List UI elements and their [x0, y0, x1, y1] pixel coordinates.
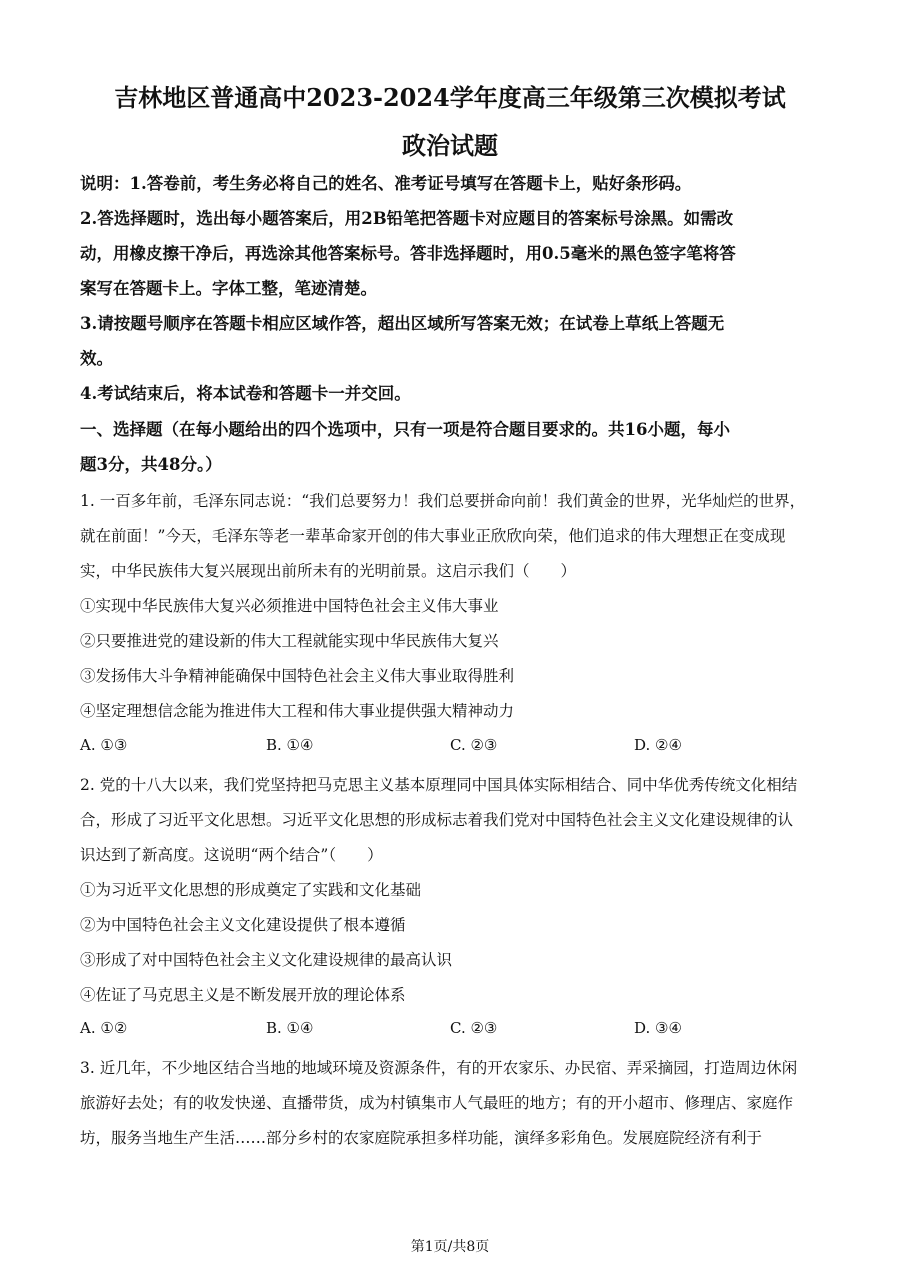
question-2-item: ③形成了对中国特色社会主义文化建设规律的最高认识	[80, 951, 453, 969]
question-1-option-b: B. ①④	[266, 736, 314, 754]
question-2-item: ①为习近平文化思想的形成奠定了实践和文化基础	[80, 881, 422, 899]
question-2-stem: 识达到了新高度。这说明“两个结合”（ ）	[80, 846, 383, 864]
question-1-option-a: A. ①③	[80, 736, 128, 754]
question-3-stem: 坊，服务当地生产生活……部分乡村的农家庭院承担多样功能，演绎多彩角色。发展庭院经济有利于	[80, 1129, 763, 1147]
section-heading: 题3分，共48分。）	[80, 455, 222, 474]
question-2-stem: 合，形成了习近平文化思想。习近平文化思想的形成标志着我们党对中国特色社会主义文化建设规律的认	[80, 811, 794, 829]
section-heading: 一、选择题（在每小题给出的四个选项中，只有一项是符合题目要求的。共16小题，每小	[80, 420, 730, 439]
question-1-stem: 就在前面！”今天，毛泽东等老一辈革命家开创的伟大事业正欣欣向荣，他们追求的伟大理想正在变成现	[80, 527, 786, 545]
question-2-option-a: A. ①②	[80, 1019, 128, 1037]
instruction-line: 4.考试结束后，将本试卷和答题卡一并交回。	[80, 384, 411, 403]
question-1-item: ②只要推进党的建设新的伟大工程就能实现中华民族伟大复兴	[80, 632, 499, 650]
question-2-stem: 2. 党的十八大以来，我们党坚持把马克思主义基本原理同中国具体实际相结合、同中华优秀传统文化相结	[80, 776, 798, 794]
question-2-item: ②为中国特色社会主义文化建设提供了根本遵循	[80, 916, 406, 934]
question-1-option-c: C. ②③	[450, 736, 498, 754]
exam-title: 吉林地区普通高中2023-2024学年度高三年级第三次模拟考试	[114, 83, 786, 112]
instruction-line: 3.请按题号顺序在答题卡相应区域作答，超出区域所写答案无效；在试卷上草纸上答题无	[80, 314, 725, 333]
question-2-option-c: C. ②③	[450, 1019, 498, 1037]
question-2-option-d: D. ③④	[634, 1019, 682, 1037]
question-1-option-d: D. ②④	[634, 736, 682, 754]
instruction-line: 案写在答题卡上。字体工整，笔迹清楚。	[80, 279, 377, 298]
question-1-item: ③发扬伟大斗争精神能确保中国特色社会主义伟大事业取得胜利	[80, 667, 515, 685]
instruction-line: 动，用橡皮擦干净后，再选涂其他答案标号。答非选择题时，用0.5毫米的黑色签字笔将答	[80, 244, 736, 263]
question-1-stem: 1. 一百多年前，毛泽东同志说：“我们总要努力！我们总要拼命向前！我们黄金的世界，光华灿烂的世界，	[80, 492, 806, 510]
question-3-stem: 旅游好去处；有的收发快递、直播带货，成为村镇集市人气最旺的地方；有的开小超市、修理店、家庭作	[80, 1094, 794, 1112]
question-3-stem: 3. 近几年，不少地区结合当地的地域环境及资源条件，有的开农家乐、办民宿、弄采摘园，打造周边休闲	[80, 1059, 798, 1077]
question-2-option-b: B. ①④	[266, 1019, 314, 1037]
page-number: 第1页/共8页	[410, 1239, 490, 1255]
question-1-item: ①实现中华民族伟大复兴必须推进中国特色社会主义伟大事业	[80, 597, 499, 615]
exam-subject: 政治试题	[402, 131, 498, 160]
question-1-stem: 实，中华民族伟大复兴展现出前所未有的光明前景。这启示我们（ ）	[80, 562, 577, 580]
instruction-line: 说明：1.答卷前，考生务必将自己的姓名、准考证号填写在答题卡上，贴好条形码。	[80, 174, 692, 193]
question-2-item: ④佐证了马克思主义是不断发展开放的理论体系	[80, 986, 406, 1004]
instruction-line: 效。	[80, 349, 113, 368]
instruction-line: 2.答选择题时，选出每小题答案后，用2B铅笔把答题卡对应题目的答案标号涂黑。如需改	[80, 209, 734, 228]
question-1-item: ④坚定理想信念能为推进伟大工程和伟大事业提供强大精神动力	[80, 702, 515, 720]
